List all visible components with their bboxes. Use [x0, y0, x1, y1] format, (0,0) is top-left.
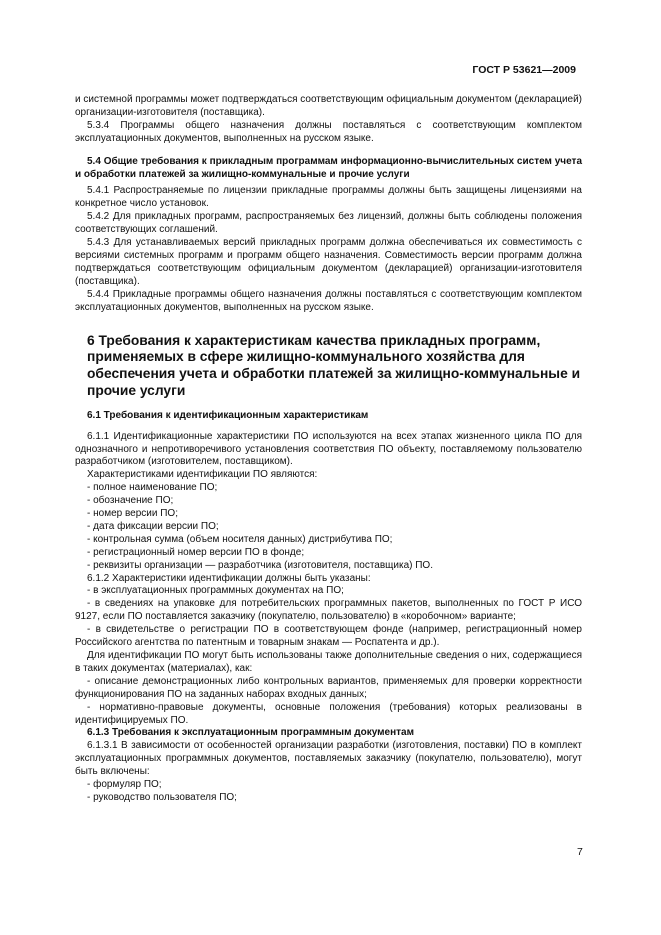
list-item: - полное наименование ПО; — [87, 482, 218, 494]
document-code-header: ГОСТ Р 53621—2009 — [472, 64, 576, 76]
paragraph-6-1-2: 6.1.2 Характеристики идентификации должны быть указаны: — [87, 572, 371, 584]
list-item: - в свидетельстве о регистрации ПО в соответствующем фонде (например, регистрационный номер Российского агентства по патентным и товарным знакам — Роспатента и др.). — [75, 624, 582, 649]
page-number: 7 — [577, 846, 583, 858]
section-6-1-3-heading: 6.1.3 Требования к эксплуатационным программным документам — [87, 727, 414, 739]
page-body — [75, 94, 582, 805]
paragraph-5-4-1: 5.4.1 Распространяемые по лицензии прикладные программы должны быть защищены лицензиями на конкретное число установок. — [75, 185, 582, 210]
paragraph-5-4-2: 5.4.2 Для прикладных программ, распространяемых без лицензий, должны быть соблюдены положения соответствующих соглашений. — [75, 211, 582, 236]
paragraph-5-4-4: 5.4.4 Прикладные программы общего назначения должны поставляться с соответствующим комплектом эксплуатационных документов, выполненных на русском языке. — [75, 288, 582, 313]
paragraph-additional-info: Для идентификации ПО могут быть использованы также дополнительные сведения о них, содержащиеся в таких документах (материалах), как: — [75, 650, 582, 674]
paragraph-5-4-3: 5.4.3 Для устанавливаемых версий прикладных программ должна обеспечиваться их совместимость с версиями системных программ и программ общего назначения. Совместимость версии программ должна подтверждаться соответствующим официальным документом (декларацией) организации-изготовителя (поставщика). — [75, 237, 582, 287]
list-item: - дата фиксации версии ПО; — [87, 520, 219, 532]
list-item: - регистрационный номер версии ПО в фонде; — [87, 546, 305, 558]
list-item: - обозначение ПО; — [87, 495, 174, 507]
list-item: - руководство пользователя ПО; — [87, 791, 237, 803]
list-item: - номер версии ПО; — [87, 508, 178, 520]
paragraph-continuation: и системной программы может подтверждаться соответствующим официальным документом (декларацией) организации-изготовителя (поставщика). — [75, 94, 583, 118]
list-item: - описание демонстрационных либо контрольных вариантов, применяемых для проверки корректности функционирования ПО на заданных наборах входных данных; — [75, 675, 582, 700]
list-item: - в сведениях на упаковке для потребительских программных пакетов, выполненных по ГОСТ Р ИСО 9127, если ПО поставляется заказчику (покупателю, пользователю) в «коробочном» варианте; — [75, 598, 582, 623]
list-item: - в эксплуатационных программных документах на ПО; — [87, 585, 344, 597]
list-item: - формуляр ПО; — [87, 779, 162, 791]
paragraph-6-1-3-1: 6.1.3.1 В зависимости от особенностей организации разработки (изготовления, поставки) ПО в комплект эксплуатационных программных документов, поставляемых заказчику (покупателю, пользователю), могут быть включены: — [75, 740, 582, 778]
list-item: - реквизиты организации — разработчика (изготовителя, поставщика) ПО. — [87, 559, 433, 571]
paragraph-6-1-1: 6.1.1 Идентификационные характеристики ПО используются на всех этапах жизненного цикла ПО для однозначного и непротиворечивого установления соответствия ПО объекту, поставляемому пользователю разработчиком (изготовителем, поставщиком). — [75, 430, 582, 468]
section-6-1-heading: 6.1 Требования к идентификационным характеристикам — [87, 409, 369, 421]
section-6-heading: 6 Требования к характеристикам качества прикладных программ, применяемых в сфере жилищно-коммунального хозяйства для обеспечения учета и обработки платежей за жилищно-коммунальные и прочие услуги — [87, 332, 581, 398]
paragraph-identification-intro: Характеристиками идентификации ПО являются: — [87, 469, 318, 481]
section-5-4-heading: 5.4 Общие требования к прикладным программам информационно-вычислительных систем учета и обработки платежей за жилищно-коммунальные и прочие услуги — [75, 155, 582, 180]
list-item: - контрольная сумма (объем носителя данных) дистрибутива ПО; — [87, 533, 393, 545]
paragraph-5-3-4: 5.3.4 Программы общего назначения должны поставляться с соответствующим комплектом эксплуатационных документов, выполненных на русском языке. — [75, 119, 582, 144]
list-item: - нормативно-правовые документы, основные положения (требования) которых реализованы в идентифицируемых ПО. — [75, 701, 582, 726]
